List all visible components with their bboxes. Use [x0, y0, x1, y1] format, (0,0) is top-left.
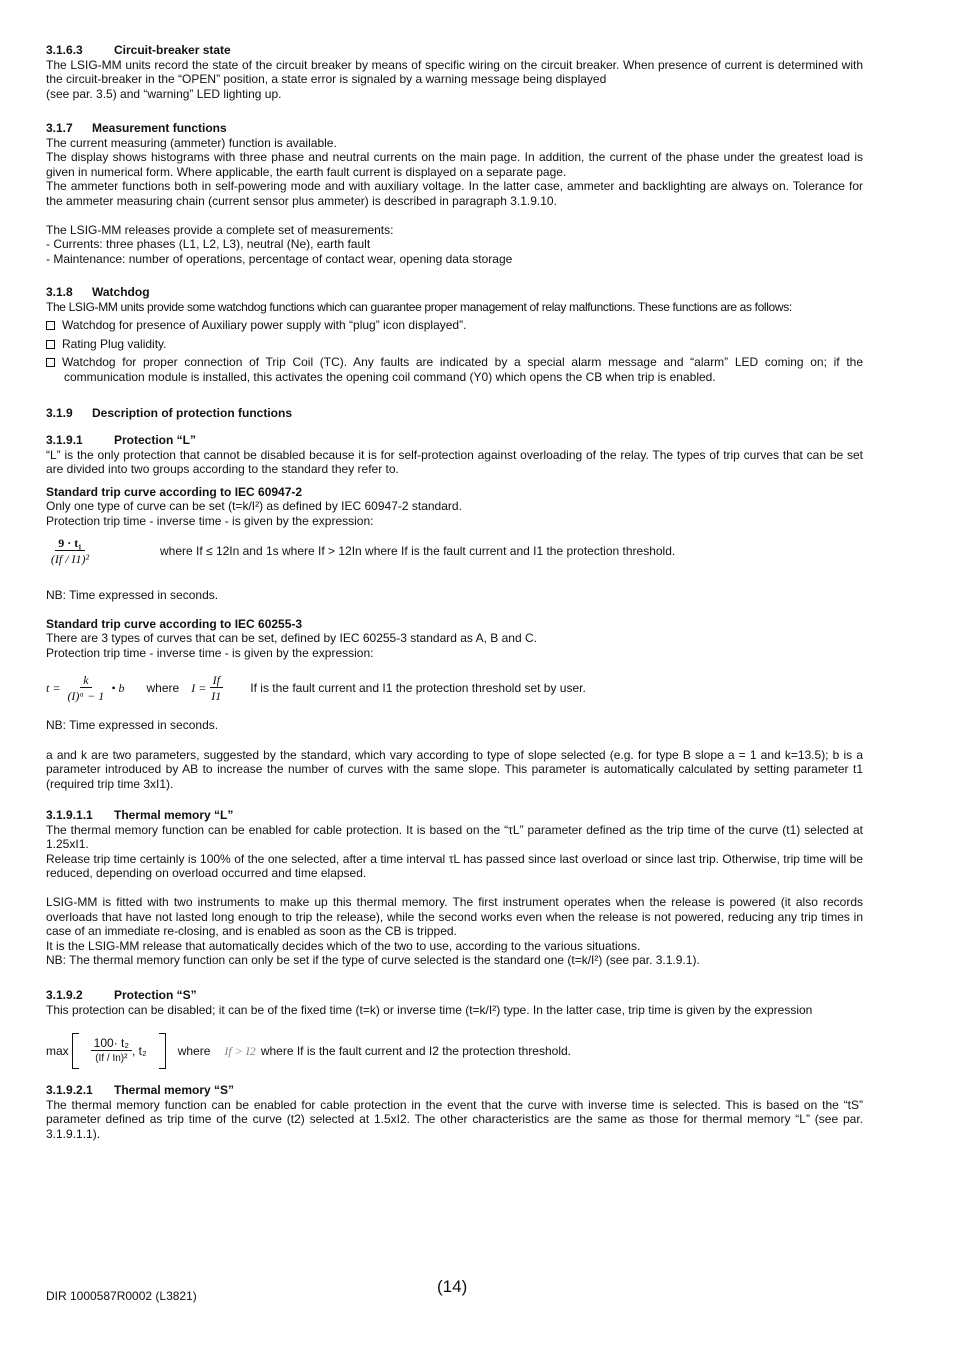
formula-where: where	[177, 1043, 211, 1058]
paragraph: The LSIG-MM units provide some watchdog functions which can guarantee proper management of relay malfunctions. These functions are as follows:	[46, 299, 792, 314]
bracket-right-icon	[159, 1033, 166, 1069]
formula-max: max	[46, 1043, 69, 1058]
heading-title: Protection “L”	[114, 433, 197, 447]
heading-title: Watchdog	[92, 285, 150, 299]
formula-denominator: (If / In)²	[95, 1052, 128, 1064]
page-number: (14)	[437, 1277, 468, 1296]
section-3-1-7	[46, 121, 863, 266]
paragraph: Protection trip time - inverse time - is given by the expression:	[46, 513, 374, 528]
section-3-1-6-3	[46, 43, 863, 101]
paragraph: (see par. 3.5) and “warning” LED lighting up.	[46, 86, 282, 101]
formula-denominator: (I)ᵅ − 1	[67, 689, 105, 703]
formula-iec-60255-3	[46, 673, 863, 704]
heading-number: 3.1.9.1	[46, 433, 83, 447]
section-3-1-9-1	[46, 433, 863, 529]
heading-thermal-memory-l	[46, 808, 863, 823]
paragraph: “L” is the only protection that cannot be disabled because it is for self-protection against overloading of the relay. The types of trip curves that can be set are divided into two groups according to the standard they refer to.	[46, 447, 863, 477]
heading-number: 3.1.9	[46, 406, 73, 420]
paragraph: This protection can be disabled; it can be of the fixed time (t=k) or inverse time (t=k/I²) type. In the latter case, trip time is given by the expression	[46, 1002, 813, 1017]
formula-denominator: I1	[211, 689, 222, 703]
formula-where: where	[146, 681, 180, 696]
paragraph: Release trip time certainly is 100% of the one selected, after a time interval τL has passed since last overload or since last trip. Otherwise, trip time will be reduced, depending on overload occurred and time elapsed.	[46, 851, 863, 881]
section-3-1-9-1-b	[46, 588, 863, 660]
heading-number: 3.1.9.2.1	[46, 1083, 93, 1097]
heading-circuit-breaker-state	[46, 43, 863, 58]
section-3-1-9-1-1	[46, 808, 863, 968]
formula-fraction	[46, 536, 94, 567]
paragraph: The current measuring (ammeter) function is available.	[46, 135, 337, 150]
section-3-1-9	[46, 406, 863, 421]
formula-numerator: k	[80, 673, 91, 688]
paragraph: It is the LSIG-MM release that automatically decides which of the two to use, according to the various situations.	[46, 938, 641, 953]
formula-description: If is the fault current and I1 the protection threshold set by user.	[250, 681, 586, 696]
heading-protection-l	[46, 433, 863, 448]
subheading-iec-60255-3: Standard trip curve according to IEC 60255-3	[46, 616, 303, 631]
paragraph: The thermal memory function can be enabled for cable protection in the event that the curve with inverse time is selected. This is based on the “tS” parameter defined as trip time of the curve (t2) selected at 1.5xI2. The other characteristics are the same as those for thermal memory “L” (see par. 3.1.9.1.1).	[46, 1097, 863, 1141]
heading-description-of-protection-functions	[46, 406, 863, 421]
paragraph: Protection trip time - inverse time - is given by the expression:	[46, 645, 374, 660]
heading-number: 3.1.9.2	[46, 988, 83, 1002]
paragraph: LSIG-MM is fitted with two instruments to make up this thermal memory. The first instrument operates when the release is powered (it also records overloads that have not lasted long enough to trip the release), while the second works even when the release is not powered, reducing any trip times in case of an immediate re-closing, and is enabled as soon as the CB is tripped.	[46, 894, 863, 939]
note: NB: The thermal memory function can only be set if the type of curve selected is the standard one (t=k/I²) (see par. 3.1.9.1).	[46, 953, 700, 968]
checkbox-bullet-icon	[46, 358, 55, 367]
bracket-left-icon	[72, 1033, 79, 1069]
formula-fraction	[91, 1036, 132, 1067]
paragraph: a and k are two parameters, suggested by the standard, which vary according to type of slope selected (e.g. for type B slope a = 1 and k=13.5); b is a parameter introduced by AB to increase the number of curves with the same slope. This parameter is automatically calculated by setting parameter t1 (required trip time 3xI1).	[46, 747, 863, 791]
section-3-1-8	[46, 285, 863, 385]
formula-denominator: (If / I1)²	[50, 552, 90, 566]
paragraph: Only one type of curve can be set (t=k/I²) as defined by IEC 60947-2 standard.	[46, 499, 462, 514]
subheading-iec-60947-2: Standard trip curve according to IEC 60947-2	[46, 484, 303, 499]
section-3-1-9-2-1	[46, 1083, 863, 1141]
heading-measurement-functions	[46, 121, 863, 136]
checkbox-bullet-icon	[46, 321, 55, 330]
section-3-1-9-2	[46, 988, 863, 1017]
heading-title: Protection “S”	[114, 988, 197, 1002]
heading-number: 3.1.8	[46, 285, 73, 299]
heading-title: Thermal memory “S”	[114, 1083, 235, 1097]
heading-title: Thermal memory “L”	[114, 808, 234, 822]
list-item: Watchdog for presence of Auxiliary power supply with “plug” icon displayed”.	[46, 318, 863, 333]
heading-protection-s	[46, 988, 863, 1003]
paragraph: There are 3 types of curves that can be set, defined by IEC 60255-3 standard as A, B and C.	[46, 631, 537, 646]
paragraph: The ammeter functions both in self-powering mode and with auxiliary voltage. In the latter case, ammeter and backlighting are always on. Tolerance for the ammeter measuring chain (current sensor plus ammeter) is described in paragraph 3.1.9.10.	[46, 179, 863, 208]
note: NB: Time expressed in seconds.	[46, 718, 219, 732]
formula-fraction	[64, 673, 107, 704]
formula-numerator: 9 · t₁	[55, 536, 85, 551]
formula-protection-s	[46, 1033, 863, 1069]
paragraph: The LSIG-MM releases provide a complete set of measurements:	[46, 222, 394, 237]
paragraph: - Maintenance: number of operations, percentage of contact wear, opening data storage	[46, 251, 513, 266]
checkbox-bullet-icon	[46, 340, 55, 349]
section-3-1-9-1-c	[46, 718, 863, 791]
paragraph: The thermal memory function can be enabled for cable protection. It is based on the “τL” parameter defined as the trip time of the curve (t1) selected at 1.25xI1.	[46, 822, 863, 852]
note: NB: Time expressed in seconds.	[46, 588, 219, 602]
footer-document-id: DIR 1000587R0002 (L3821)	[46, 1289, 197, 1303]
heading-thermal-memory-s	[46, 1083, 863, 1098]
heading-number: 3.1.6.3	[46, 43, 83, 57]
paragraph: - Currents: three phases (L1, L2, L3), neutral (Ne), earth fault	[46, 237, 371, 252]
formula-description: where If is the fault current and I2 the protection threshold.	[260, 1043, 571, 1058]
list-item: Watchdog for proper connection of Trip Coil (TC). Any faults are indicated by a special alarm message and “alarm” LED coming on; if the communication module is installed, this activates the opening coil command (Y0) which opens the CB when trip is enabled.	[46, 355, 863, 384]
formula-description: where If ≤ 12In and 1s where If > 12In where If is the fault current and I1 the protection threshold.	[160, 544, 676, 559]
heading-title: Measurement functions	[92, 121, 227, 135]
formula-fraction-i	[208, 673, 224, 704]
heading-watchdog	[46, 285, 863, 300]
formula-iec-60947-2	[46, 536, 863, 567]
formula-numerator: 100· t₂	[91, 1036, 132, 1051]
heading-title: Circuit-breaker state	[114, 43, 231, 57]
paragraph: The LSIG-MM units record the state of the circuit breaker by means of specific wiring on the circuit breaker. When presence of current is determined with the circuit-breaker in the “OPEN” position, a state error is signaled by a warning message being displayed	[46, 57, 863, 87]
formula-lhs: t =	[46, 681, 61, 696]
formula-numerator: If	[210, 673, 223, 688]
heading-number: 3.1.7	[46, 121, 73, 135]
formula-i: I =	[191, 681, 207, 696]
formula-t2: , t₂	[132, 1043, 147, 1058]
formula-condition: If > I2	[224, 1043, 256, 1058]
formula-tail: • b	[111, 681, 125, 696]
paragraph: The display shows histograms with three phase and neutral currents on the main page. In addition, the current of the phase under the greatest load is given in numerical form. Where applicable, the earth fault current is displayed on a separate page.	[46, 150, 863, 179]
heading-number: 3.1.9.1.1	[46, 808, 93, 822]
list-item: Rating Plug validity.	[46, 337, 863, 352]
heading-title: Description of protection functions	[92, 406, 292, 420]
